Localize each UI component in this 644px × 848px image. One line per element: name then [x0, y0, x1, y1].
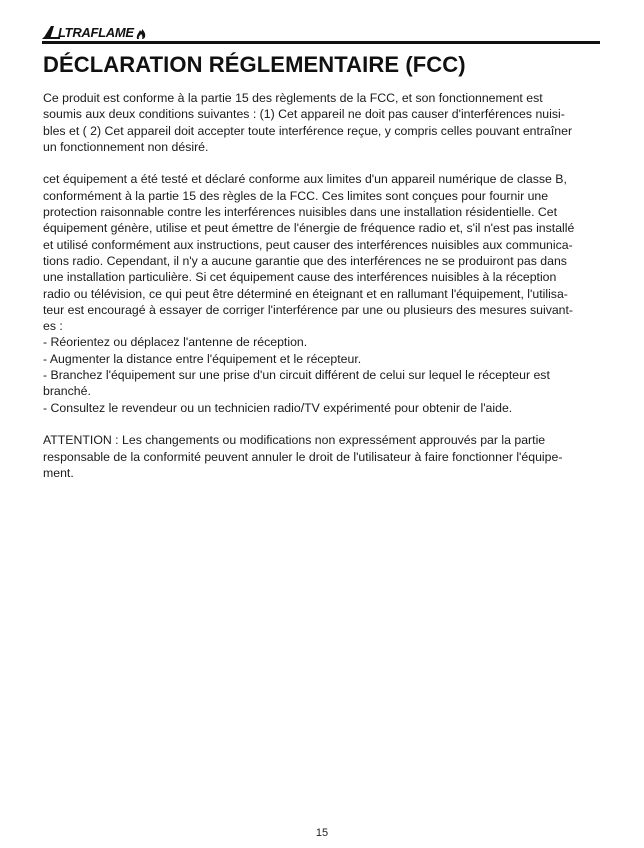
document-body — [43, 90, 603, 481]
page-title: DÉCLARATION RÉGLEMENTAIRE (FCC) — [43, 52, 466, 77]
header-rule — [42, 41, 600, 44]
text-line: tions radio. Cependant, il n'y a aucune garantie que des interférences ne se produiront pas dans — [43, 253, 567, 268]
list-item: - Branchez l'équipement sur une prise d'un circuit différent de celui sur lequel le récepteur est — [43, 368, 550, 383]
text-line: ment. — [43, 465, 74, 480]
list-item: branché. — [43, 384, 91, 399]
list-item: - Réorientez ou déplacez l'antenne de réception. — [43, 335, 308, 350]
paragraph-attention — [43, 432, 603, 481]
text-line: teur est encouragé à essayer de corriger l'interférence par une ou plusieurs des mesures suivant- — [43, 302, 574, 317]
text-line: un fonctionnement non désiré. — [43, 139, 209, 154]
text-line: ATTENTION : Les changements ou modifications non expressément approuvés par la partie — [43, 433, 546, 448]
flame-icon — [135, 24, 147, 40]
text-line: et utilisé conformément aux instructions, peut causer des interférences nuisibles aux communica- — [43, 237, 573, 252]
text-line: une installation particulière. Si cet équipement cause des interférences nuisibles à la réception — [43, 270, 557, 285]
brand-logo-text: LTRAFLAME — [58, 25, 134, 40]
paragraph-class-b — [43, 171, 603, 415]
text-line: responsable de la conformité peuvent annuler le droit de l'utilisateur à faire fonctionner l'équipe- — [43, 449, 563, 464]
text-line: cet équipement a été testé et déclaré conforme aux limites d'un appareil numérique de classe B, — [43, 172, 567, 187]
brand-logo — [42, 20, 147, 40]
text-line: es : — [43, 319, 63, 334]
paragraph-spacer — [43, 416, 603, 432]
text-line: protection raisonnable contre les interférences nuisibles dans une installation résidentielle. Cet — [43, 205, 558, 220]
page-number: 15 — [315, 827, 329, 839]
text-line: bles et ( 2) Cet appareil doit accepter toute interférence reçue, y compris celles pouvant entraîner — [43, 123, 573, 138]
paragraph-spacer — [43, 155, 603, 171]
paragraph-conditions — [43, 90, 603, 155]
list-item: - Augmenter la distance entre l'équipement et le récepteur. — [43, 351, 362, 366]
text-line: Ce produit est conforme à la partie 15 des règlements de la FCC, et son fonctionnement est — [43, 91, 543, 105]
text-line: radio ou télévision, ce qui peut être déterminé en éteignant et en rallumant l'équipement, l'utilisa- — [43, 286, 568, 301]
text-line: conformément à la partie 15 des règles de la FCC. Ces limites sont conçues pour fournir une — [43, 188, 549, 203]
text-line: soumis aux deux conditions suivantes : (1) Cet appareil ne doit pas causer d'interférences nuisi- — [43, 107, 565, 122]
text-line: équipement génère, utilise et peut émettre de l'énergie de fréquence radio et, s'il n'est pas installé — [43, 221, 575, 236]
list-item: - Consultez le revendeur ou un technicien radio/TV expérimenté pour obtenir de l'aide. — [43, 400, 513, 415]
